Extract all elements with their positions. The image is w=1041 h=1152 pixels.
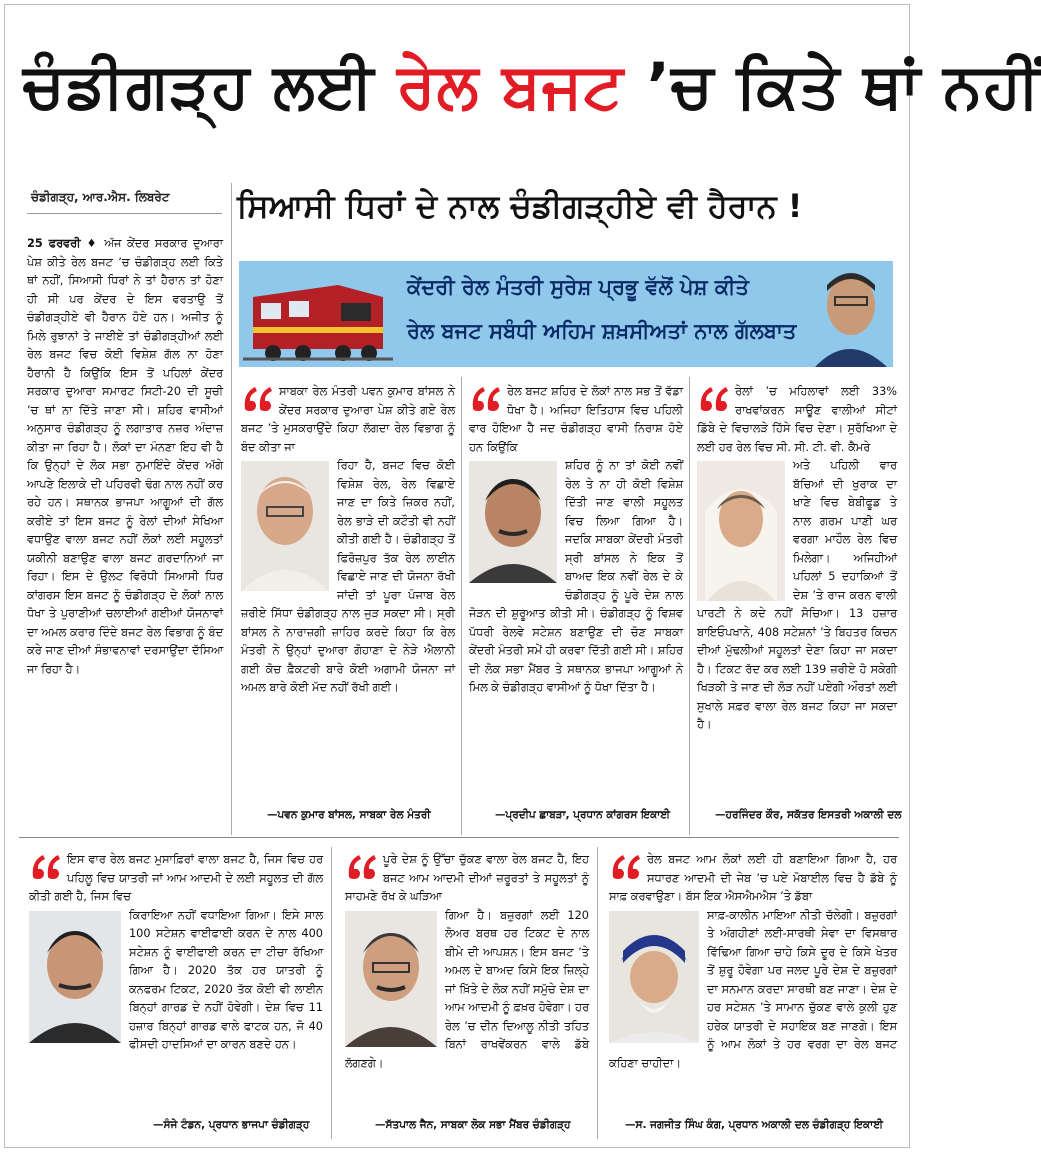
headline-part2: ’ਚ ਕਿਤੇ ਥਾਂ ਨਹੀਂ xyxy=(623,49,1041,122)
attribution-jagjit-singh-kang: —ਸ. ਜਗਜੀਤ ਸਿੰਘ ਕੰਗ, ਪ੍ਰਧਾਨ ਅਕਾਲੀ ਦਲ ਚੰਡੀਗੜ੍ਹ ਇਕਾਈ xyxy=(625,1119,883,1131)
column-rule-5 xyxy=(597,847,598,1139)
attribution-harjinder-kaur: —ਹਰਜਿੰਦਰ ਕੌਰ, ਸਕੱਤਰ ਇਸਤਰੀ ਅਕਾਲੀ ਦਲ xyxy=(715,809,902,821)
quote-head: ਸਾਬਕਾ ਰੇਲ ਮੰਤਰੀ ਪਵਨ ਕੁਮਾਰ ਬਾਂਸਲ ਨੇ ਕੇਂਦਰ ਸਰਕਾਰ ਦੁਆਰਾ ਪੇਸ਼ ਕੀਤੇ ਗਏ ਰੇਲ ਬਜਟ ’ਤੇ ਮੁਸਕਰਾਉਂਦੇ ਕਿਹਾ ਲੱਗਦਾ ਰੇਲ ਵਿਭਾਗ ਨੂੰ ਬੰਦ ਕੀਤਾ ਜਾ xyxy=(241,385,455,454)
photo-pradeep-chhabra xyxy=(469,461,557,583)
column-rule-4 xyxy=(331,847,332,1139)
train-illustration xyxy=(243,267,393,363)
photo-satpal-jain xyxy=(345,911,437,1047)
quote-mark-icon xyxy=(469,383,503,413)
quote-head: ਰੇਲ ਬਜਟ ਸ਼ਹਿਰ ਦੇ ਲੋਕਾਂ ਨਾਲ ਸਭ ਤੋਂ ਵੱਡਾ ਧੋਖਾ ਹੈ। ਅਜਿਹਾ ਇਤਿਹਾਸ ਵਿਚ ਪਹਿਲੀ ਵਾਰ ਹੋਇਆ ਹੈ ਜਦ ਚੰਡੀਗੜ੍ਹ ਵਾਸੀ ਨਿਰਾਸ਼ ਹੋਏ ਹਨ ਕਿਉਂਕਿ xyxy=(469,385,683,454)
quote-mark-icon xyxy=(29,851,63,881)
quote-jagjit-singh-kang xyxy=(609,851,897,1073)
quote-mark-icon xyxy=(241,383,275,413)
quote-head: ਰੇਲਾਂ ’ਚ ਮਹਿਲਾਵਾਂ ਲਈ 33% ਰਾਖਵਾਂਕਰਨ ਸਾਊਣ ਵਾਲੀਆਂ ਸੀਟਾਂ ਡਿੱਬੇ ਦੇ ਵਿਚਾਲੜੇ ਹਿੱਸੇ ਵਿਚ ਦੇਣਾ। ਸੁਰੱਖਿਆ ਦੇ ਲਈ ਹਰ ਰੇਲ ਵਿਚ ਸੀ. ਸੀ. ਟੀ. ਵੀ. ਕੈਮਰੇ xyxy=(697,385,897,454)
photo-harjinder-kaur xyxy=(697,461,785,601)
quote-head: ਰੇਲ ਬਜਟ ਆਮ ਲੋਕਾਂ ਲਈ ਹੀ ਬਣਾਇਆ ਗਿਆ ਹੈ, ਹਰ ਸਧਾਰਣ ਆਦਮੀ ਦੀ ਜੇਬ ’ਚ ਪਏ ਮੋਬਾਈਲ ਵਿਚ ਹੈ ਡੱਬੇ ਨੂੰ ਸਾਫ਼ ਕਰਵਾਉਣਾ। ਬੱਸ ਇਕ ਐਸਐਮਐਸ ’ਤੇ ਡੱਬਾ xyxy=(609,853,897,903)
headline-accent: ਰੇਲ ਬਜਟ xyxy=(397,49,624,122)
attribution-satpal-jain: —ਸੱਤਪਾਲ ਜੈਨ, ਸਾਬਕਾ ਲੋਕ ਸਭਾ ਮੈਂਬਰ ਚੰਡੀਗੜ੍ਹ xyxy=(375,1119,571,1131)
quote-mark-icon xyxy=(697,383,731,413)
attribution-bansal: —ਪਵਨ ਕੁਮਾਰ ਬਾਂਸਲ, ਸਾਬਕਾ ਰੇਲ ਮੰਤਰੀ xyxy=(267,809,431,821)
story-text: ਅੱਜ ਕੇਂਦਰ ਸਰਕਾਰ ਦੁਆਰਾ ਪੇਸ਼ ਕੀਤੇ ਰੇਲ ਬਜਟ ’ਚ ਚੰਡੀਗੜ੍ਹ ਲਈ ਕਿਤੇ ਥਾਂ ਨਹੀਂ, ਸਿਆਸੀ ਧਿਰਾਂ ਨੇ ਤਾਂ ਹੈਰਾਨ ਤਾਂ ਹੋਣਾ ਹੀ ਸੀ ਪਰ ਕੇਂਦਰ ਦੇ ਇਸ ਵਰਤਾਉ ਤੋਂ ਚੰਡੀਗੜ੍ਹੀਏ ਵੀ ਹੈਰਾਨ ਹੋਏ ਹਨ। ਅਜੀਤ ਨੂੰ ਮਿਲੇ ਰੁਝਾਨਾਂ ਤੇ ਜਾਈਏ ਤਾਂ ਚੰਡੀਗੜ੍ਹੀਆਂ ਲਈ ਰੇਲ ਬਜਟ ਵਿਚ ਕੋਈ ਵਿਸ਼ੇਸ਼ ਗੱਲ ਨਾ ਹੋਣਾ ਹੈਰਾਨੀ ਹੈ ਕਿਉਂਕਿ ਇਸ ਤੋਂ ਪਹਿਲਾਂ ਕੇਂਦਰ ਸਰਕਾਰ ਦੁਆਰਾ ਸਮਾਰਟ ਸਿਟੀ-20 ਦੀ ਸੂਚੀ ’ਚ ਥਾਂ ਨਾ ਦਿੱਤੇ ਜਾਣਾ ਸੀ। ਸ਼ਹਿਰ ਵਾਸੀਆਂ ਅਨੁਸਾਰ ਚੰਡੀਗੜ੍ਹ ਨੂੰ ਲਗਾਤਾਰ ਨਜ਼ਰ ਅੰਦਾਜ਼ ਕੀਤਾ ਜਾ ਰਿਹਾ ਹੈ। ਲੋਕਾਂ ਦਾ ਮੰਨਣਾ ਇਹ ਵੀ ਹੈ ਕਿ ਉਨ੍ਹਾਂ ਦੇ ਲੋਕ ਸਭਾ ਨੁਮਾਇੰਦੇ ਕੇਂਦਰ ਅੱਗੇ ਆਪਣੇ ਇਲਾਕੇ ਦੀ ਪਹਿਰਵੀ ਢੰਗ ਨਾਲ ਨਹੀਂ ਕਰ ਰਹੇ ਹਨ। ਸਥਾਨਕ ਭਾਜਪਾ ਆਗੂਆਂ ਦੀ ਗੱਲ ਕਰੀਏ ਤਾਂ ਇਸ ਬਜਟ ਨੂੰ ਰੇਲਾਂ ਦੀਆਂ ਸੇਖਿਆ ਵਧਾਉਣ ਵਾਲਾ ਬਜਟ ਨਹੀਂ ਲੋਕਾਂ ਲਈ ਸਹੂਲਤਾਂ ਯਕੀਨੀ ਬਣਾਉਣ ਵਾਲਾ ਬਜਟ ਗਰਦਾਨਿਆਂ ਜਾ ਰਿਹਾ। ਇਸ ਦੇ ਉਲਟ ਵਿਰੋਧੀ ਸਿਆਸੀ ਧਿਰ ਕਾਂਗਰਸ ਇਸ ਬਜਟ ਨੂੰ ਚੰਡੀਗੜ੍ਹ ਦੇ ਲੋਕਾਂ ਨਾਲ ਧੋਖਾ ਤੇ ਪੁਰਾਣੀਆਂ ਚਲਾਈਆਂ ਗਈਆਂ ਯੋਜਨਾਵਾਂ ਦਾ ਅਮਲ ਕਰਾਰ ਦਿੰਦੇ ਬਜਟ ਰੇਲ ਵਿਭਾਗ ਨੂੰ ਬੰਦ ਕਰੇ ਜਾਣ ਦੀਆਂ ਸੰਭਾਵਨਾਵਾਂ ਦਰਸਾਉਂਦਾ ਦੱਸਿਆ ਜਾ ਰਿਹਾ ਹੈ। xyxy=(27,237,223,676)
attribution-sanjay-tandon: —ਸੰਜੇ ਟੰਡਨ, ਪ੍ਰਧਾਨ ਭਾਜਪਾ ਚੰਡੀਗੜ੍ਹ xyxy=(153,1119,310,1131)
quote-satpal-jain xyxy=(345,851,589,1073)
quote-mark-icon xyxy=(609,851,643,881)
interview-banner xyxy=(239,261,893,367)
headline xyxy=(23,27,1041,145)
quote-head: ਇਸ ਵਾਰ ਰੇਲ ਬਜਟ ਮੁਸਾਫ਼ਿਰਾਂ ਵਾਲਾ ਬਜਟ ਹੈ, ਜਿਸ ਵਿਚ ਹਰ ਪਹਿਲੂ ਵਿਚ ਯਾਤਰੀ ਜਾਂ ਆਮ ਆਦਮੀ ਦੇ ਲਈ ਸਹੂਲਤ ਦੀ ਗੱਲ ਕੀਤੀ ਗਈ ਹੈ, ਜਿਸ ਵਿਚ xyxy=(29,853,323,903)
byline: ਚੰਡੀਗੜ੍ਹ, ਆਰ.ਐਸ. ਲਿਬਰੇਟ xyxy=(31,190,170,204)
quote-mark-icon xyxy=(345,851,379,881)
quote-body: ਕਿਰਾਇਆ ਨਹੀਂ ਵਧਾਇਆ ਗਿਆ। ਇਸੇ ਸਾਲ 100 ਸਟੇਸ਼ਨ ਵਾਈਫਾਈ ਕਰਨ ਦੇ ਨਾਲ 400 ਸਟੇਸ਼ਨ ਨੂੰ ਵਾਈਫਾਈ ਕਰਨ ਦਾ ਟੀਚਾ ਰੱਖਿਆ ਗਿਆ ਹੈ। 2020 ਤੱਕ ਹਰ ਯਾਤਰੀ ਨੂੰ ਕਨਫਰਮ ਟਿਕਟ, 2020 ਤੱਕ ਕੋਈ ਵੀ ਲਾਈਨ ਬਿਨ੍ਹਾਂ ਗਾਰਡ ਦੇ ਨਹੀਂ ਹੋਵੇਗੀ। ਦੇਸ਼ ਵਿਚ 11 ਹਜ਼ਾਰ ਬਿਨ੍ਹਾਂ ਗਾਰਡ ਵਾਲੇ ਫਾਟਕ ਹਨ, ਜੋ 40 ਫੀਸਦੀ ਹਾਦਸਿਆਂ ਦਾ ਕਾਰਨ ਬਣਦੇ ਹਨ। xyxy=(129,908,323,1051)
byline-rule xyxy=(27,213,222,214)
attribution-chhabra: —ਪ੍ਰਦੀਪ ਛਾਬੜਾ, ਪ੍ਰਧਾਨ ਕਾਂਗਰਸ ਇਕਾਈ xyxy=(495,809,671,821)
quote-body: ਰਿਹਾ ਹੈ, ਬਜਟ ਵਿਚ ਕੋਈ ਵਿਸ਼ੇਸ਼ ਰੇਲ, ਰੇਲ ਵਿਛਾਏ ਜਾਣ ਦਾ ਕਿਤੇ ਜ਼ਿਕਰ ਨਹੀਂ, ਰੇਲ ਭਾੜੇ ਦੀ ਕਟੌਤੀ ਵੀ ਨਹੀਂ ਕੀਤੀ ਗਈ ਹੈ। ਚੰਡੀਗੜ੍ਹ ਤੋਂ ਫਿਰੋਜ਼ਪੁਰ ਤੱਕ ਰੇਲ ਲਾਈਨ ਵਿਛਾਏ ਜਾਣ ਦੀ ਯੋਜਨਾ ਰੱਖੀ ਜਾਂਦੀ ਤਾਂ ਪੂਰਾ ਪੰਜਾਬ ਰੇਲ ਜ਼ਰੀਏ ਸਿੱਧਾ ਚੰਡੀਗੜ੍ਹ ਨਾਲ ਜੁੜ ਸਕਦਾ ਸੀ। ਸ੍ਰੀ ਬਾਂਸਲ ਨੇ ਨਾਰਾਜ਼ਗੀ ਜ਼ਾਹਿਰ ਕਰਦੇ ਕਿਹਾ ਕਿ ਰੇਲ ਮੰਤਰੀ ਨੇ ਉਨ੍ਹਾਂ ਦੁਆਰਾ ਗੋਹਾਣਾ ਦੇ ਨੇੜੇ ਐਲਾਨੀ ਗਈ ਕੋਚ ਫ਼ੈਕਟਰੀ ਬਾਰੇ ਕੋਈ ਅਗਾਮੀ ਯੋਜਨਾ ਜਾਂ ਅਮਲ ਬਾਰੇ ਕੋਈ ਮੱਦ ਨਹੀਂ ਰੱਖੀ ਗਈ। xyxy=(241,459,455,694)
column-rule-1 xyxy=(231,183,232,835)
photo-jagjit-singh-kang xyxy=(609,911,699,1043)
column-rule-3 xyxy=(689,377,690,835)
banner-line-1: ਕੇਂਦਰੀ ਰੇਲ ਮੰਤਰੀ ਸੁਰੇਸ਼ ਪ੍ਰਭੂ ਵੱਲੋਂ ਪੇਸ਼ ਕੀਤੇ xyxy=(407,275,749,299)
quote-body: ਸ਼ਹਿਰ ਨੂੰ ਨਾ ਤਾਂ ਕੋਈ ਨਵੀਂ ਰੇਲ ਤੇ ਨਾ ਹੀ ਕੋਈ ਵਿਸ਼ੇਸ਼ ਦਿੱਤੀ ਜਾਣ ਵਾਲੀ ਸਹੂਲਤ ਵਿਚ ਲਿਆ ਗਿਆ ਹੈ। ਜਦਕਿ ਸਾਬਕਾ ਕੇਂਦਰੀ ਮੰਤਰੀ ਸ੍ਰੀ ਬਾਂਸਲ ਨੇ ਇਕ ਤੋਂ ਬਾਅਦ ਇਕ ਨਵੀਂ ਰੇਲ ਦੇ ਕੇ ਚੰਡੀਗੜ੍ਹ ਨੂੰ ਪੂਰੇ ਦੇਸ਼ ਨਾਲ ਜੋੜਨ ਦੀ ਸ਼ੁਰੂਆਤ ਕੀਤੀ ਸੀ। ਚੰਡੀਗੜ੍ਹ ਨੂੰ ਵਿਸ਼ਵ ਪੱਧਰੀ ਰੇਲਵੇ ਸਟੇਸ਼ਨ ਬਣਾਉਣ ਦੀ ਚੋਣ ਸਾਬਕਾ ਕੇਂਦਰੀ ਮੰਤਰੀ ਸਮੇਂ ਹੀ ਕਰਵਾ ਦਿੱਤੀ ਗਈ ਸੀ। ਸ਼ਹਿਰ ਦੀ ਲੋਕ ਸਭਾ ਮੈਂਬਰ ਤੇ ਸਥਾਨਕ ਭਾਜਪਾ ਆਗੂਆਂ ਨੇ ਮਿਲ ਕੇ ਚੰਡੀਗੜ੍ਹ ਵਾਸੀਆਂ ਨੂੰ ਧੋਖਾ ਦਿੱਤਾ ਹੈ। xyxy=(469,459,683,694)
photo-pawan-bansal xyxy=(241,461,329,591)
quote-body: ਸਾਫ਼-ਕਾਲੀਨ ਮਾਇਆ ਨੀਤੀ ਚੱਲੇਗੀ। ਬਜ਼ੁਰਗਾਂ ਤੇ ਅੰਗਹੀਣਾਂ ਲਈ-ਸਾਰਥੀ ਸੇਵਾ ਦਾ ਵਿਸਥਾਰ ਵਿੱਢਿਆ ਗਿਆ ਚਾਹੇ ਕਿਸੇ ਦੂਰ ਦੇ ਕਿਸੇ ਖੇਤਰ ਤੋਂ ਸ਼ੁਰੂ ਹੋਵੇਗਾ ਪਰ ਜਲਦ ਪੂਰੇ ਦੇਸ਼ ਦੇ ਬਜ਼ੁਰਗਾਂ ਦਾ ਸਨਮਾਨ ਕਰਦਾ ਸਾਰਥੀ ਬਣ ਜਾਣਾ। ਦੇਸ਼ ਦੇ ਹਰ ਸਟੇਸ਼ਨ ’ਤੇ ਸਾਮਾਨ ਚੁੱਕਣ ਵਾਲੇ ਕੁਲੀ ਹੁਣ ਹਰੇਕ ਯਾਤਰੀ ਦੇ ਸਹਾਇਕ ਬਣ ਜਾਣਗੇ। ਇਸ ਨੂੰ ਆਮ ਲੋਕਾਂ ਤੇ ਹਰ ਵਰਗ ਦਾ ਰੇਲ ਬਜਟ ਕਹਿਣਾ ਚਾਹੀਦਾ। xyxy=(609,908,897,1070)
quote-bansal xyxy=(241,383,455,698)
quote-chhabra xyxy=(469,383,683,698)
column-rule-2 xyxy=(461,377,462,835)
row-rule-middle xyxy=(19,837,899,838)
headline-part1: ਚੰਡੀਗੜ੍ਹ ਲਈ xyxy=(23,49,398,122)
quote-harjinder-kaur xyxy=(697,383,897,735)
quote-body: ਅਤੇ ਪਹਿਲੀ ਵਾਰ ਬੱਚਿਆਂ ਦੀ ਖੁਰਾਕ ਦਾ ਖਾਣੇ ਵਿਚ ਬੇਬੀਫੂਡ ਤੇ ਨਾਲ ਗਰਮ ਪਾਣੀ ਘਰ ਵਰਗਾ ਮਾਹੌਲ ਰੇਲ ਵਿਚ ਮਿਲੇਗਾ। ਅਜਿਹੀਆਂ ਪਹਿਲਾਂ 5 ਦਹਾਕਿਆਂ ਤੋਂ ਦੇਸ਼ ’ਤੇ ਰਾਜ ਕਰਨ ਵਾਲੀ ਪਾਰਟੀ ਨੇ ਕਦੇ ਨਹੀਂ ਸੋਚਿਆ। 13 ਹਜ਼ਾਰ ਬਾਇਓਪਖਾਨੇ, 408 ਸਟੇਸ਼ਨਾਂ ’ਤੇ ਬਿਹਤਰ ਕਿਚਨ ਦੀਆਂ ਮੁੱਢਲੀਆਂ ਸਹੂਲਤਾਂ ਦੇਣਾ ਕਿਹਾ ਜਾ ਸਕਦਾ ਹੈ। ਟਿਕਟ ਰੱਦ ਕਰ ਲਈ 139 ਜ਼ਰੀਏ ਹੋ ਸਕੇਗੀ ਖਿੜਕੀ ਤੇ ਜਾਣ ਦੀ ਲੋੜ ਨਹੀਂ ਪਏਗੀ ਔਰਤਾਂ ਲਈ ਸੁਖਾਲੇ ਸਫ਼ਰ ਵਾਲਾ ਰੇਲ ਬਜਟ ਕਿਹਾ ਜਾ ਸਕਦਾ ਹੈ। xyxy=(697,459,897,731)
quote-sanjay-tandon xyxy=(29,851,323,1055)
subhead: ਸਿਆਸੀ ਧਿਰਾਂ ਦੇ ਨਾਲ ਚੰਡੀਗੜ੍ਹੀਏ ਵੀ ਹੈਰਾਨ ! xyxy=(237,187,803,225)
photo-sanjay-tandon xyxy=(29,911,121,1043)
quote-body: ਗਿਆ ਹੈ। ਬਜ਼ੁਰਗਾਂ ਲਈ 120 ਲੋਅਰ ਬਰਥ ਹਰ ਟਿਕਟ ਦੇ ਨਾਲ ਬੀਮੇ ਦੀ ਆਪਸ਼ਨ। ਇਸ ਬਜਟ ’ਤੇ ਅਮਲ ਦੇ ਬਾਅਦ ਕਿਸੇ ਇਕ ਜ਼ਿਲ੍ਹੇ ਜਾਂ ਖ਼ਿੱਤੇ ਦੇ ਲੋਕ ਨਹੀਂ ਸਮੁੱਚੇ ਦੇਸ਼ ਦਾ ਆਮ ਆਦਮੀ ਨੂੰ ਫ਼ਖ਼ਰ ਹੋਵੇਗਾ। ਹਰ ਰੇਲ ’ਚ ਦੀਨ ਦਿਆਲੂ ਨੀਤੀ ਤਹਿਤ ਬਿਨਾਂ ਰਾਖਵੇਂਕਰਨ ਵਾਲੇ ਡੱਬੇ ਲੱਗਣਗੇ। xyxy=(345,908,589,1070)
main-story xyxy=(27,235,223,679)
minister-photo xyxy=(809,261,889,367)
newspaper-page xyxy=(4,4,1041,1148)
story-date: 25 ਫਰਵਰੀ ♦ xyxy=(27,237,99,250)
banner-line-2: ਰੇਲ ਬਜਟ ਸਬੰਧੀ ਅਹਿਮ ਸ਼ਖ਼ਸੀਅਤਾਂ ਨਾਲ ਗੱਲਬਾਤ xyxy=(407,319,797,343)
quote-head: ਪੂਰੇ ਦੇਸ਼ ਨੂੰ ਉੱਚਾ ਚੁੱਕਣ ਵਾਲਾ ਰੇਲ ਬਜਟ ਹੈ, ਇਹ ਬਜਟ ਆਮ ਆਦਮੀ ਦੀਆਂ ਜ਼ਰੂਰਤਾਂ ਤੇ ਸਹੂਲਤਾਂ ਨੂੰ ਸਾਹਮਣੇ ਰੱਖ ਕੇ ਘੜਿਆ xyxy=(345,853,589,903)
